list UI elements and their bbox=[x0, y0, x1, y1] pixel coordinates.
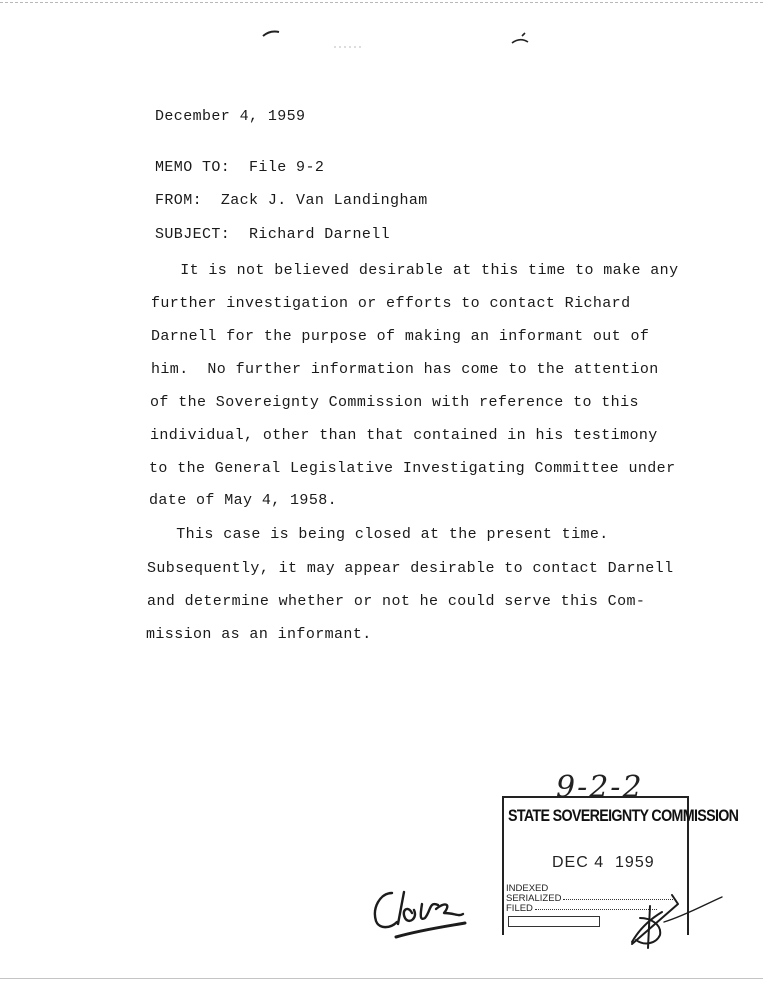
handwritten-close-note bbox=[375, 892, 465, 937]
body-line: Darnell for the purpose of making an informant out of bbox=[151, 328, 650, 345]
body-line: and determine whether or not he could serve this Com- bbox=[147, 593, 646, 610]
body-line: date of May 4, 1958. bbox=[149, 492, 338, 509]
body-line: to the General Legislative Investigating Committee under bbox=[149, 460, 676, 477]
body-line: him. No further information has come to the attention bbox=[151, 361, 659, 378]
body-line: It is not believed desirable at this time to make any bbox=[152, 262, 679, 279]
handwritten-initials bbox=[632, 895, 722, 948]
body-line: Subsequently, it may appear desirable to contact Darnell bbox=[147, 560, 674, 577]
body-line: mission as an informant. bbox=[146, 626, 372, 643]
stamp-received-date: DEC 4 1959 bbox=[552, 854, 655, 871]
memo-subject-label: SUBJECT: bbox=[155, 226, 231, 243]
scan-bottom-border bbox=[0, 978, 763, 979]
memo-from-value: Zack J. Van Landingham bbox=[220, 192, 428, 209]
memo-from-label: FROM: bbox=[155, 192, 203, 209]
stamp-filed-label: FILED bbox=[506, 903, 533, 914]
memo-to-value: File 9-2 bbox=[249, 159, 325, 176]
stamp-serialized-label: SERIALIZED bbox=[506, 893, 562, 904]
body-line: individual, other than that contained in his testimony bbox=[150, 427, 658, 444]
body-line: further investigation or efforts to contact Richard bbox=[151, 295, 631, 312]
handwritten-file-number: 9-2-2 bbox=[556, 770, 644, 805]
memo-date: December 4, 1959 bbox=[155, 108, 306, 125]
memo-subject-value: Richard Darnell bbox=[249, 226, 391, 243]
body-line: This case is being closed at the present time. bbox=[148, 526, 609, 543]
stamp-agency-name: STATE SOVEREIGNTY COMMISSION bbox=[508, 806, 739, 825]
memo-to-label: MEMO TO: bbox=[155, 159, 231, 176]
body-line: of the Sovereignty Commission with reference to this bbox=[150, 394, 639, 411]
stamp-indexed-label: INDEXED bbox=[506, 883, 549, 894]
